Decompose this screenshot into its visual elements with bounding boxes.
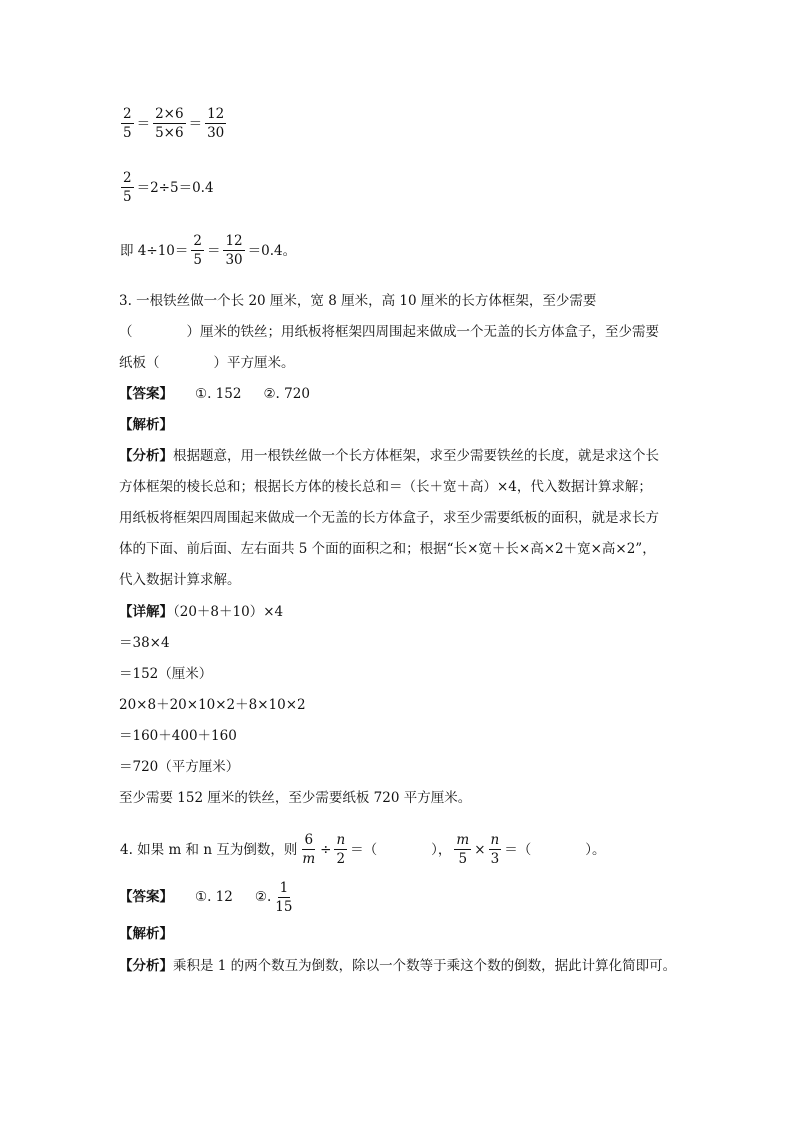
equation-fraction-expansion [119,106,228,141]
answer-label: 【答案】 [119,386,173,402]
denominator: m [302,851,316,867]
denominator: 30 [225,252,243,268]
equation-summary [119,233,297,268]
fraction [223,233,244,268]
question-4-analysis-heading: 【解析】 [119,926,173,942]
fraction [273,880,294,915]
analysis-text: 根据题意，用一根铁丝做一个长方体框架，求至少需要铁丝的长度，就是求这个长 [173,448,659,464]
question-3-analysis-heading: 【解析】 [119,417,173,433]
fraction [300,832,317,867]
question-3-analysis-line-4: 体的下面、前后面、左右面共 5 个面的面积之和；根据“长×宽＋长×高×2＋宽×高×2”， [119,541,656,557]
question-3-line-1: 3. 一根铁丝做一个长 20 厘米，宽 8 厘米，高 10 厘米的长方体框架，至少需要 [119,293,597,309]
question-3-analysis-line-1 [119,447,659,465]
question-3-detail-line-3: ＝152（厘米） [119,666,213,682]
numerator: 6 [304,832,314,848]
answer-2-prefix: ②. [254,889,272,905]
fraction [454,832,471,867]
answer-label: 【答案】 [119,889,173,905]
denominator: 5 [123,125,132,141]
fraction [489,832,502,867]
detail-label: 【详解】 [119,604,173,620]
question-3-analysis-line-3: 用纸板将框架四周围起来做成一个无盖的长方体盒子，求至少需要纸板的面积，就是求长方 [119,510,659,526]
numerator: 2 [123,106,132,122]
numerator: n [490,832,500,848]
fraction [191,233,204,268]
equation-prefix: 即 4÷10＝ [120,242,189,259]
fraction [153,106,186,141]
question-3-line-2: （ ）厘米的铁丝；用纸板将框架四周围起来做成一个无盖的长方体盒子，至少需要 [119,324,659,340]
equals-sign: ＝ [136,115,151,132]
question-3-detail-line-1 [119,603,283,621]
question-3-answer [119,385,310,403]
question-4-answer [119,880,296,915]
detail-text: （20＋8＋10）×4 [173,604,284,620]
question-3-detail-line-6: ＝720（平方厘米） [119,759,240,775]
equals-sign: ＝ [206,242,221,259]
numerator: 2×6 [155,106,184,122]
question-3-detail-line-2: ＝38×4 [119,635,170,651]
denominator: 5×6 [155,125,184,141]
equation-fraction-to-decimal [119,170,215,205]
answer-1: ①. 12 [195,889,233,905]
blank-1: ＝（ ）， [350,841,452,858]
denominator: 30 [207,125,225,141]
fraction [334,832,347,867]
question-4-prefix: 4. 如果 m 和 n 互为倒数，则 [120,841,298,858]
answer-1: ①. 152 [195,386,242,402]
multiplication-sign: × [474,841,486,858]
numerator: 12 [225,233,243,249]
question-3-analysis-line-2: 方体框架的棱长总和；根据长方体的棱长总和＝（长＋宽＋高）×4，代入数据计算求解； [119,479,652,495]
numerator: 2 [193,233,202,249]
denominator: 5 [123,189,132,205]
analysis-label: 【分析】 [119,448,173,464]
numerator: 2 [123,170,132,186]
equation-suffix: ＝0.4。 [247,242,297,259]
question-3-detail-line-7: 至少需要 152 厘米的铁丝，至少需要纸板 720 平方厘米。 [119,790,472,806]
numerator: n [336,832,346,848]
fraction [121,170,134,205]
equals-sign: ＝ [188,115,203,132]
fraction [121,106,134,141]
denominator: 15 [275,899,293,915]
fraction [205,106,226,141]
equation-rest: ＝2÷5＝0.4 [136,179,214,196]
analysis-label: 【分析】 [119,958,173,974]
question-3-analysis-line-5: 代入数据计算求解。 [119,572,241,588]
numerator: 12 [207,106,225,122]
answer-2: ②. 720 [263,386,310,402]
denominator: 5 [458,851,468,867]
question-3-detail-line-4: 20×8＋20×10×2＋8×10×2 [119,697,306,713]
analysis-text: 乘积是 1 的两个数互为倒数，除以一个数等于乘这个数的倒数，据此计算化简即可。 [173,958,677,974]
denominator: 2 [336,851,346,867]
question-4-analysis-line-1 [119,957,676,975]
numerator: m [456,832,470,848]
blank-2: ＝（ ）。 [504,841,606,858]
numerator: 1 [279,880,289,896]
question-3-line-3: 纸板（ ）平方厘米。 [119,355,295,371]
division-sign: ÷ [320,841,332,858]
denominator: 3 [490,851,500,867]
question-3-detail-line-5: ＝160＋400＋160 [119,728,237,744]
denominator: 5 [193,252,202,268]
question-4-line [119,832,607,867]
